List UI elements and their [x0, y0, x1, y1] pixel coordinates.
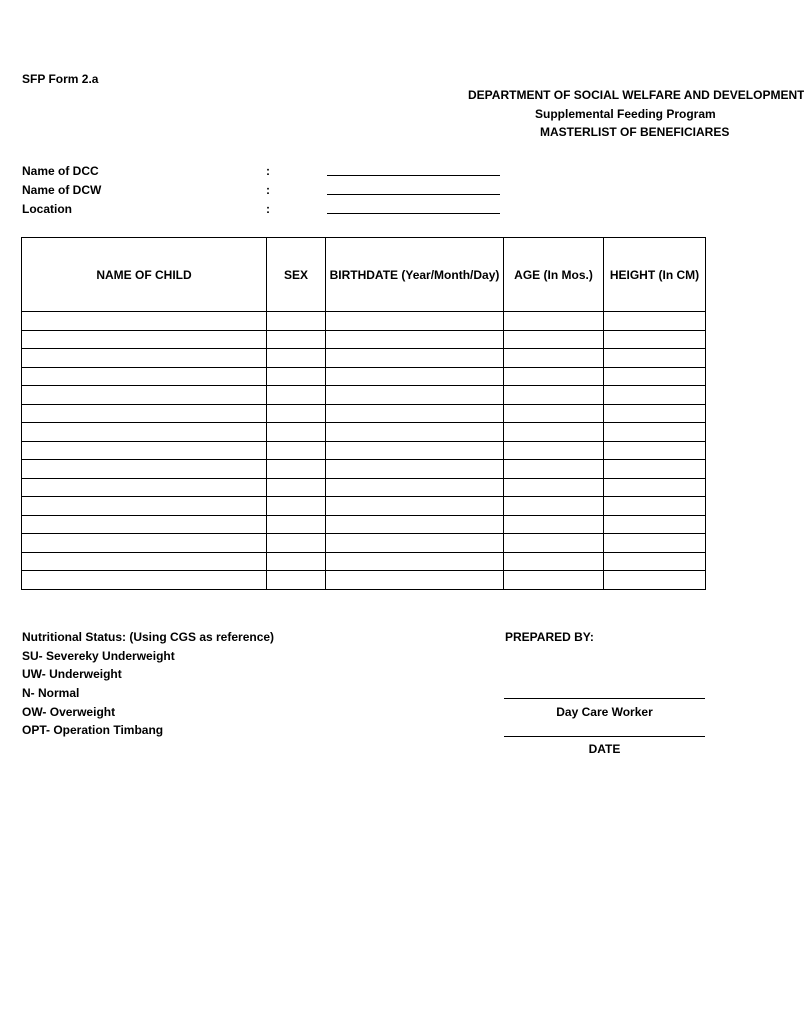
cell-birthdate[interactable]: [326, 515, 504, 534]
header-title: MASTERLIST OF BENEFICIARES: [540, 125, 730, 139]
cell-height[interactable]: [604, 534, 706, 553]
cell-birthdate[interactable]: [326, 552, 504, 571]
cell-birthdate[interactable]: [326, 423, 504, 442]
cell-height[interactable]: [604, 312, 706, 331]
cell-age[interactable]: [504, 349, 604, 368]
table-row: [22, 367, 706, 386]
table-body: [22, 312, 706, 590]
field-colon: :: [266, 183, 270, 197]
column-header-birthdate: BIRTHDATE (Year/Month/Day): [326, 238, 504, 312]
cell-name[interactable]: [22, 423, 267, 442]
column-header-height: HEIGHT (In CM): [604, 238, 706, 312]
cell-sex[interactable]: [267, 552, 326, 571]
table-header-row: [22, 238, 706, 312]
table-row: [22, 460, 706, 479]
cell-sex[interactable]: [267, 571, 326, 590]
cell-name[interactable]: [22, 312, 267, 331]
cell-age[interactable]: [504, 367, 604, 386]
cell-sex[interactable]: [267, 312, 326, 331]
cell-sex[interactable]: [267, 386, 326, 405]
cell-height[interactable]: [604, 497, 706, 516]
cell-name[interactable]: [22, 404, 267, 423]
cell-age[interactable]: [504, 478, 604, 497]
cell-name[interactable]: [22, 441, 267, 460]
cell-sex[interactable]: [267, 367, 326, 386]
cell-birthdate[interactable]: [326, 534, 504, 553]
cell-age[interactable]: [504, 330, 604, 349]
cell-name[interactable]: [22, 571, 267, 590]
cell-name[interactable]: [22, 367, 267, 386]
column-header-sex: SEX: [267, 238, 326, 312]
cell-name[interactable]: [22, 330, 267, 349]
cell-age[interactable]: [504, 515, 604, 534]
cell-sex[interactable]: [267, 330, 326, 349]
cell-sex[interactable]: [267, 534, 326, 553]
cell-sex[interactable]: [267, 404, 326, 423]
cell-age[interactable]: [504, 312, 604, 331]
cell-height[interactable]: [604, 367, 706, 386]
table-row: [22, 534, 706, 553]
cell-sex[interactable]: [267, 515, 326, 534]
date-caption: DATE: [588, 742, 621, 756]
field-label-dcw: Name of DCW: [22, 183, 102, 197]
date-line[interactable]: [504, 736, 705, 737]
table-row: [22, 386, 706, 405]
cell-name[interactable]: [22, 534, 267, 553]
legend-item: UW- Underweight: [22, 667, 122, 681]
cell-birthdate[interactable]: [326, 349, 504, 368]
cell-age[interactable]: [504, 571, 604, 590]
cell-height[interactable]: [604, 349, 706, 368]
table-row: [22, 478, 706, 497]
cell-age[interactable]: [504, 552, 604, 571]
cell-height[interactable]: [604, 515, 706, 534]
legend-item: SU- Severeky Underweight: [22, 649, 175, 663]
day-care-worker-caption: Day Care Worker: [556, 705, 653, 719]
table-row: [22, 404, 706, 423]
table-row: [22, 497, 706, 516]
field-location-blank[interactable]: [327, 213, 500, 214]
cell-sex[interactable]: [267, 349, 326, 368]
cell-sex[interactable]: [267, 497, 326, 516]
cell-sex[interactable]: [267, 478, 326, 497]
cell-height[interactable]: [604, 478, 706, 497]
cell-birthdate[interactable]: [326, 571, 504, 590]
cell-age[interactable]: [504, 460, 604, 479]
cell-height[interactable]: [604, 330, 706, 349]
cell-name[interactable]: [22, 386, 267, 405]
cell-age[interactable]: [504, 441, 604, 460]
cell-name[interactable]: [22, 552, 267, 571]
field-label-location: Location: [22, 202, 72, 216]
legend-item: OPT- Operation Timbang: [22, 723, 164, 737]
table-row: [22, 312, 706, 331]
table-row: [22, 349, 706, 368]
column-header-name: NAME OF CHILD: [22, 238, 267, 312]
field-colon: :: [266, 164, 270, 178]
cell-height[interactable]: [604, 404, 706, 423]
header-department: DEPARTMENT OF SOCIAL WELFARE AND DEVELOPMENT: [468, 88, 804, 102]
cell-name[interactable]: [22, 497, 267, 516]
header-program: Supplemental Feeding Program: [535, 107, 716, 121]
cell-height[interactable]: [604, 552, 706, 571]
cell-birthdate[interactable]: [326, 404, 504, 423]
legend-item: OW- Overweight: [22, 705, 116, 719]
field-dcc-blank[interactable]: [327, 175, 500, 176]
signature-line[interactable]: [504, 698, 705, 699]
cell-age[interactable]: [504, 423, 604, 442]
cell-age[interactable]: [504, 404, 604, 423]
table-row: [22, 515, 706, 534]
document-header: [0, 86, 804, 146]
cell-age[interactable]: [504, 386, 604, 405]
cell-height[interactable]: [604, 423, 706, 442]
cell-height[interactable]: [604, 441, 706, 460]
legend-title: Nutritional Status: (Using CGS as reference): [22, 630, 275, 644]
cell-age[interactable]: [504, 534, 604, 553]
cell-name[interactable]: [22, 515, 267, 534]
table-row: [22, 423, 706, 442]
field-colon: :: [266, 202, 270, 216]
cell-birthdate[interactable]: [326, 460, 504, 479]
cell-birthdate[interactable]: [326, 330, 504, 349]
cell-sex[interactable]: [267, 441, 326, 460]
cell-height[interactable]: [604, 386, 706, 405]
cell-height[interactable]: [604, 571, 706, 590]
table-row: [22, 571, 706, 590]
field-dcw-blank[interactable]: [327, 194, 500, 195]
cell-name[interactable]: [22, 349, 267, 368]
legend-item: N- Normal: [22, 686, 80, 700]
cell-name[interactable]: [22, 478, 267, 497]
cell-height[interactable]: [604, 460, 706, 479]
cell-sex[interactable]: [267, 460, 326, 479]
table-row: [22, 441, 706, 460]
cell-birthdate[interactable]: [326, 386, 504, 405]
form-code: SFP Form 2.a: [22, 72, 99, 86]
prepared-by-label: PREPARED BY:: [505, 630, 594, 644]
field-label-dcc: Name of DCC: [22, 164, 99, 178]
cell-birthdate[interactable]: [326, 441, 504, 460]
cell-birthdate[interactable]: [326, 497, 504, 516]
beneficiaries-table-wrap: [21, 237, 705, 591]
cell-birthdate[interactable]: [326, 312, 504, 331]
cell-name[interactable]: [22, 460, 267, 479]
beneficiaries-table: [21, 237, 706, 590]
cell-birthdate[interactable]: [326, 367, 504, 386]
table-row: [22, 552, 706, 571]
cell-age[interactable]: [504, 497, 604, 516]
table-row: [22, 330, 706, 349]
cell-sex[interactable]: [267, 423, 326, 442]
column-header-age: AGE (In Mos.): [504, 238, 604, 312]
cell-birthdate[interactable]: [326, 478, 504, 497]
